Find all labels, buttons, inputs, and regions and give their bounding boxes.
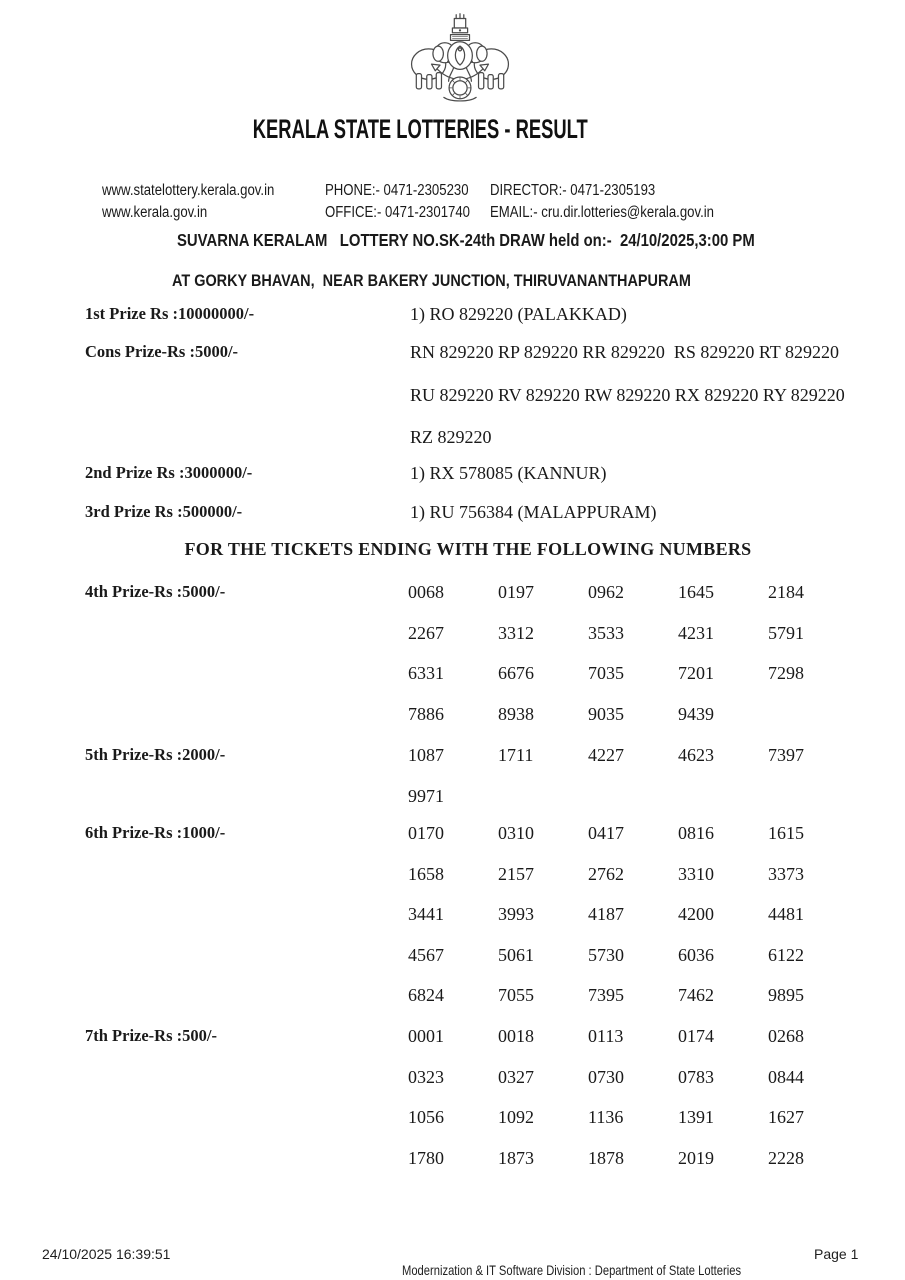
ticket-number: 1391 (678, 1107, 714, 1127)
phone-number-text: PHONE:- 0471-2305230 (325, 182, 469, 199)
office-phone-text: OFFICE:- 0471-2301740 (325, 204, 471, 221)
prize-label-2nd: 2nd Prize Rs :3000000/- (85, 463, 253, 482)
ticket-number: 1711 (498, 745, 534, 765)
ticket-number: 9895 (768, 985, 804, 1005)
winning-ticket: RN 829220 RP 829220 RR 829220 RS 829220 RT 829220 (410, 342, 839, 362)
prize-label-3rd: 3rd Prize Rs :500000/- (85, 502, 243, 521)
ticket-number: 6036 (678, 944, 714, 965)
ticket-number-row (408, 1107, 858, 1148)
kerala-state-emblem-icon (403, 6, 517, 108)
ticket-number: 0323 (408, 1066, 444, 1087)
prize-label-consolation: Cons Prize-Rs :5000/- (85, 342, 239, 361)
ticket-number: 1645 (678, 582, 714, 602)
ticket-number-row (408, 1148, 858, 1189)
website-statelottery-text: www.statelottery.kerala.gov.in (102, 182, 275, 199)
ticket-number-grid-5th (408, 745, 858, 826)
ticket-number: 1873 (498, 1147, 534, 1168)
prize-label-6th: 6th Prize-Rs :1000/- (85, 823, 226, 842)
draw-info-text: SUVARNA KERALAM LOTTERY NO.SK-24th DRAW held on:- 24/10/2025,3:00 PM (177, 230, 756, 250)
ticket-number: 7201 (678, 663, 714, 683)
ticket-number: 7886 (408, 703, 444, 724)
ticket-number: 0001 (408, 1026, 444, 1046)
ticket-number-grid-4th (408, 582, 858, 744)
ending-numbers-heading: FOR THE TICKETS ENDING WITH THE FOLLOWING NUMBERS (184, 539, 752, 559)
ticket-number: 0174 (678, 1026, 714, 1046)
ticket-number: 0113 (588, 1026, 624, 1046)
ticket-number-row (408, 985, 858, 1026)
ticket-number-row (408, 1067, 858, 1108)
ticket-number: 2267 (408, 622, 444, 643)
prize-label-7th: 7th Prize-Rs :500/- (85, 1026, 217, 1045)
ticket-number: 7395 (588, 985, 624, 1005)
ticket-number-row (408, 582, 858, 623)
ticket-number: 5730 (588, 944, 624, 965)
ticket-number: 0327 (498, 1066, 534, 1087)
prize-label-4th: 4th Prize-Rs :5000/- (85, 582, 226, 601)
ticket-number: 0170 (408, 823, 444, 843)
ticket-number: 9439 (678, 703, 714, 724)
ticket-number: 1878 (588, 1147, 624, 1168)
ticket-number: 3441 (408, 904, 444, 924)
venue-text: AT GORKY BHAVAN, NEAR BAKERY JUNCTION, THIRUVANANTHAPURAM (171, 271, 691, 290)
venue-line (153, 251, 782, 311)
ticket-number: 2184 (768, 582, 804, 602)
ticket-number: 1092 (498, 1107, 534, 1127)
ticket-number: 0197 (498, 582, 534, 602)
prize-winner-2nd (410, 463, 607, 506)
ticket-number: 4200 (678, 904, 714, 924)
ticket-number: 7035 (588, 663, 624, 683)
page-title-text: KERALA STATE LOTTERIES - RESULT (252, 114, 588, 144)
ticket-number: 7298 (768, 663, 804, 683)
ticket-number: 4623 (678, 745, 714, 765)
ticket-number-row (408, 823, 858, 864)
ticket-number: 1136 (588, 1107, 624, 1127)
winning-ticket: RZ 829220 (410, 427, 492, 447)
ticket-number-row (408, 945, 858, 986)
ticket-number: 7397 (768, 745, 804, 765)
ticket-number: 0844 (768, 1066, 804, 1087)
ticket-number: 3533 (588, 622, 624, 643)
winning-ticket: RU 829220 RV 829220 RW 829220 RX 829220 RY 829220 (410, 384, 845, 405)
ticket-number: 5791 (768, 622, 804, 643)
ticket-number: 6122 (768, 944, 804, 965)
ticket-number-row (408, 623, 858, 664)
prize-label-5th: 5th Prize-Rs :2000/- (85, 745, 226, 764)
ticket-number: 4227 (588, 745, 624, 765)
winning-ticket: 1) RU 756384 (MALAPPURAM) (410, 502, 657, 522)
ticket-number: 1056 (408, 1107, 444, 1127)
ticket-number: 9971 (408, 785, 444, 806)
ticket-number-grid-7th (408, 1026, 858, 1188)
footer-division (386, 1246, 825, 1280)
ticket-number: 6331 (408, 663, 444, 683)
ticket-number: 4187 (588, 904, 624, 924)
footer-generated-timestamp: 24/10/2025 16:39:51 (42, 1246, 171, 1262)
email-address-text: EMAIL:- cru.dir.lotteries@kerala.gov.in (490, 204, 715, 221)
ticket-number: 3310 (678, 863, 714, 884)
ticket-number: 8938 (498, 703, 534, 724)
ticket-number: 7055 (498, 985, 534, 1005)
footer-page-number: Page 1 (814, 1246, 859, 1262)
ticket-number: 7462 (678, 985, 714, 1005)
prize-label-1st: 1st Prize Rs :10000000/- (85, 304, 255, 323)
footer-division-text: Modernization & IT Software Division : Department of State Lotteries (401, 1262, 741, 1278)
ticket-number: 0310 (498, 823, 534, 843)
ticket-number: 2019 (678, 1147, 714, 1168)
ticket-number: 0730 (588, 1066, 624, 1087)
ticket-number: 4481 (768, 904, 804, 924)
ticket-number: 6824 (408, 985, 444, 1005)
ticket-number: 3373 (768, 863, 804, 884)
ticket-number: 1615 (768, 823, 804, 843)
ticket-number: 4231 (678, 622, 714, 643)
ticket-number: 0417 (588, 823, 624, 843)
ticket-number: 0783 (678, 1066, 714, 1087)
ticket-number-row (408, 864, 858, 905)
ticket-number-row (408, 786, 858, 827)
ticket-number: 5061 (498, 944, 534, 965)
ticket-number: 1087 (408, 745, 444, 765)
prize-winner-consolation (410, 342, 845, 470)
ticket-number: 0962 (588, 582, 624, 602)
ticket-number-grid-6th (408, 823, 858, 1026)
ticket-number: 6676 (498, 663, 534, 683)
ticket-number: 0816 (678, 823, 714, 843)
ticket-number-row (408, 704, 858, 745)
director-phone-text: DIRECTOR:- 0471-2305193 (490, 182, 656, 199)
ticket-number-row (408, 745, 858, 786)
winning-ticket: 1) RO 829220 (PALAKKAD) (410, 304, 627, 324)
ticket-number: 3993 (498, 904, 534, 924)
ticket-number: 2228 (768, 1147, 804, 1168)
ticket-number: 1658 (408, 863, 444, 884)
ticket-number: 1627 (768, 1107, 804, 1127)
ticket-number-row (408, 904, 858, 945)
ticket-number: 2157 (498, 863, 534, 884)
prize-winner-1st (410, 304, 627, 347)
ticket-number: 2762 (588, 863, 624, 884)
ticket-number: 4567 (408, 944, 444, 965)
website-kerala-text: www.kerala.gov.in (102, 204, 208, 221)
page-title (0, 114, 840, 145)
ticket-number: 9035 (588, 703, 624, 724)
lion-capital-icon (451, 14, 470, 41)
conch-shell-icon (448, 42, 473, 70)
winning-ticket: 1) RX 578085 (KANNUR) (410, 463, 607, 483)
ticket-number: 1780 (408, 1147, 444, 1168)
ticket-number: 3312 (498, 622, 534, 643)
ticket-number: 0268 (768, 1026, 804, 1046)
ticket-number: 0018 (498, 1026, 534, 1046)
ticket-number-row (408, 1026, 858, 1067)
ticket-number-row (408, 663, 858, 704)
ticket-number: 0068 (408, 582, 444, 602)
